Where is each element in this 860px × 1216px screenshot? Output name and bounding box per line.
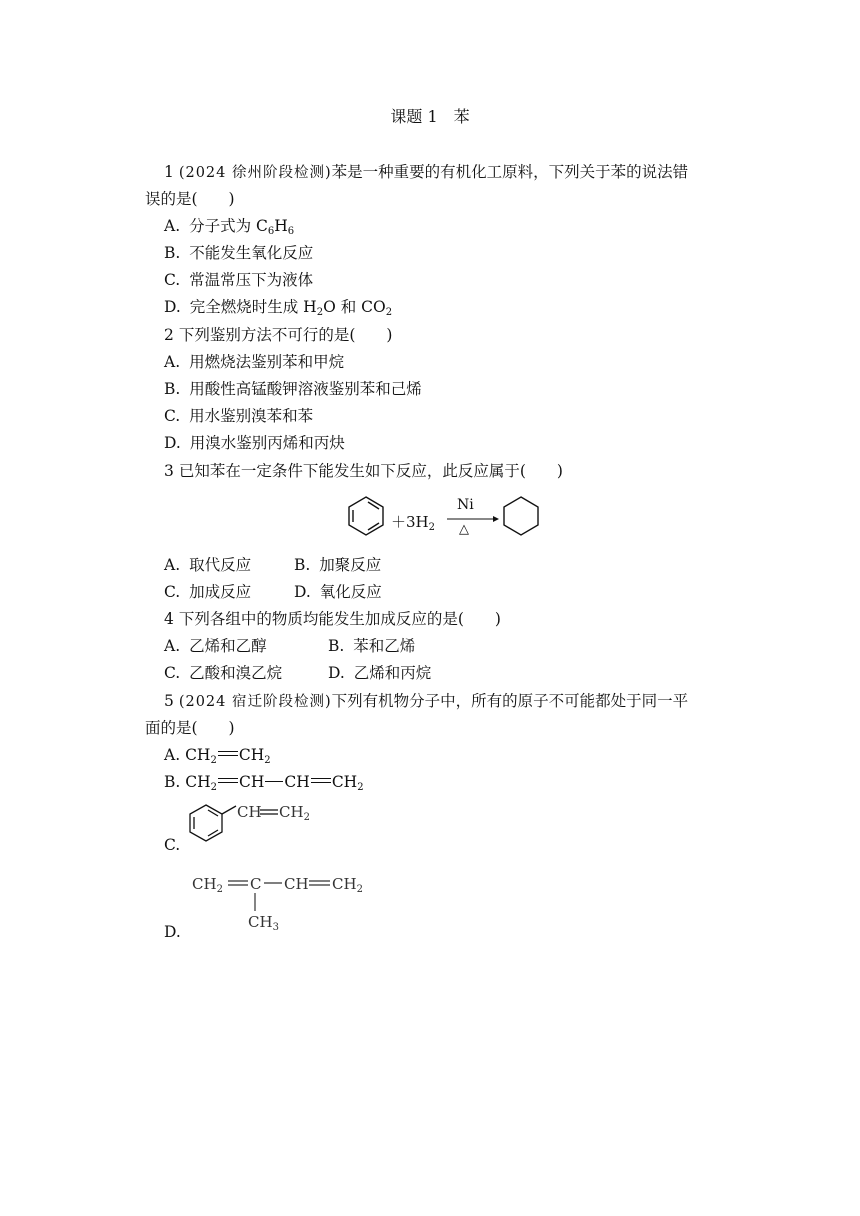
question-text: 下列有机物分子中，所有的原子不可能都处于同一平: [331, 692, 689, 710]
question-4-option-b: B. 苯和乙烯: [328, 637, 416, 655]
question-text: 下列各组中的物质均能发生加成反应的是( ): [178, 610, 501, 628]
vinyl-ch2-text: $CH_2$: [279, 803, 310, 823]
question-2-option-c: C. 用水鉴别溴苯和苯: [164, 407, 314, 425]
condition-heat-symbol: △: [459, 522, 469, 537]
benzene-hydrogenation-equation: [340, 490, 550, 542]
vinyl-ch-text: CH: [237, 803, 262, 821]
double-bond: [218, 751, 238, 756]
question-2-option-a: A. 用燃烧法鉴别苯和甲烷: [164, 353, 345, 371]
catalyst-label: Ni: [457, 497, 474, 513]
reagent-text: $+3H_2$: [391, 513, 435, 533]
ch2-text: $CH_2$: [192, 875, 223, 895]
question-text: 下列鉴别方法不可行的是( ): [178, 326, 393, 344]
question-number: 5: [164, 692, 174, 710]
styrene-structure: [186, 795, 346, 850]
page-title: 课题 1 苯: [390, 107, 470, 126]
question-5-option-c-label: C.: [164, 836, 181, 854]
question-4-option-d: D. 乙烯和丙烷: [328, 664, 432, 682]
ch2-end-text: $CH_2$: [332, 875, 363, 895]
question-3-stem: [164, 461, 563, 481]
question-1-stem-cont: 误的是( ): [145, 190, 235, 208]
c-text: C: [250, 875, 262, 893]
isoprene-structure: [190, 868, 390, 936]
question-3-option-c: C. 加成反应: [164, 583, 252, 601]
question-1-option-d: D. 完全燃烧时生成 $H_2O$ 和 $CO_2$: [164, 298, 393, 318]
cyclohexane-ring-structure: [504, 497, 538, 535]
question-4-option-c: C. 乙酸和溴乙烷: [164, 664, 283, 682]
question-5-option-d-label: D.: [164, 923, 181, 941]
ch-text: CH: [284, 875, 309, 893]
question-4-option-a: A. 乙烯和乙醇: [164, 637, 267, 655]
question-source: (2024 宿迁阶段检测): [178, 694, 332, 710]
question-5-option-b: B. $CH_2$ CH CH $CH_2$: [164, 773, 364, 793]
question-3-option-b: B. 加聚反应: [294, 556, 382, 574]
question-5-stem-cont: 面的是( ): [145, 719, 235, 737]
question-1-option-a: A. 分子式为 $C_6H_6$: [164, 217, 295, 237]
question-number: 4: [164, 610, 174, 628]
question-number: 2: [164, 326, 174, 344]
question-4-stem: [164, 609, 501, 629]
question-5-stem: [164, 691, 688, 712]
arrow-head: [493, 516, 499, 522]
question-2-option-b: B. 用酸性高锰酸钾溶液鉴别苯和己烯: [164, 380, 422, 398]
question-2-stem: [164, 325, 392, 345]
question-1-stem: [164, 162, 688, 183]
single-bond: [265, 781, 283, 782]
question-3-option-d: D. 氧化反应: [294, 583, 382, 601]
question-3-options-row-1: A. 取代反应: [164, 556, 252, 574]
question-5-option-a: A. $CH_2$ $CH_2$: [164, 746, 271, 766]
double-bond: [311, 778, 331, 783]
question-source: (2024 徐州阶段检测): [178, 165, 332, 181]
question-2-option-d: D. 用溴水鉴别丙烯和丙炔: [164, 434, 345, 452]
question-number: 3: [164, 462, 174, 480]
question-1-option-b: B. 不能发生氧化反应: [164, 244, 314, 262]
question-text: 已知苯在一定条件下能发生如下反应，此反应属于( ): [178, 462, 563, 480]
question-number: 1: [164, 163, 174, 181]
question-text: 苯是一种重要的有机化工原料，下列关于苯的说法错: [331, 163, 689, 181]
double-bond: [218, 778, 238, 783]
question-1-option-c: C. 常温常压下为液体: [164, 271, 314, 289]
methyl-text: $CH_3$: [248, 913, 279, 933]
benzene-ring-structure: [349, 497, 383, 535]
